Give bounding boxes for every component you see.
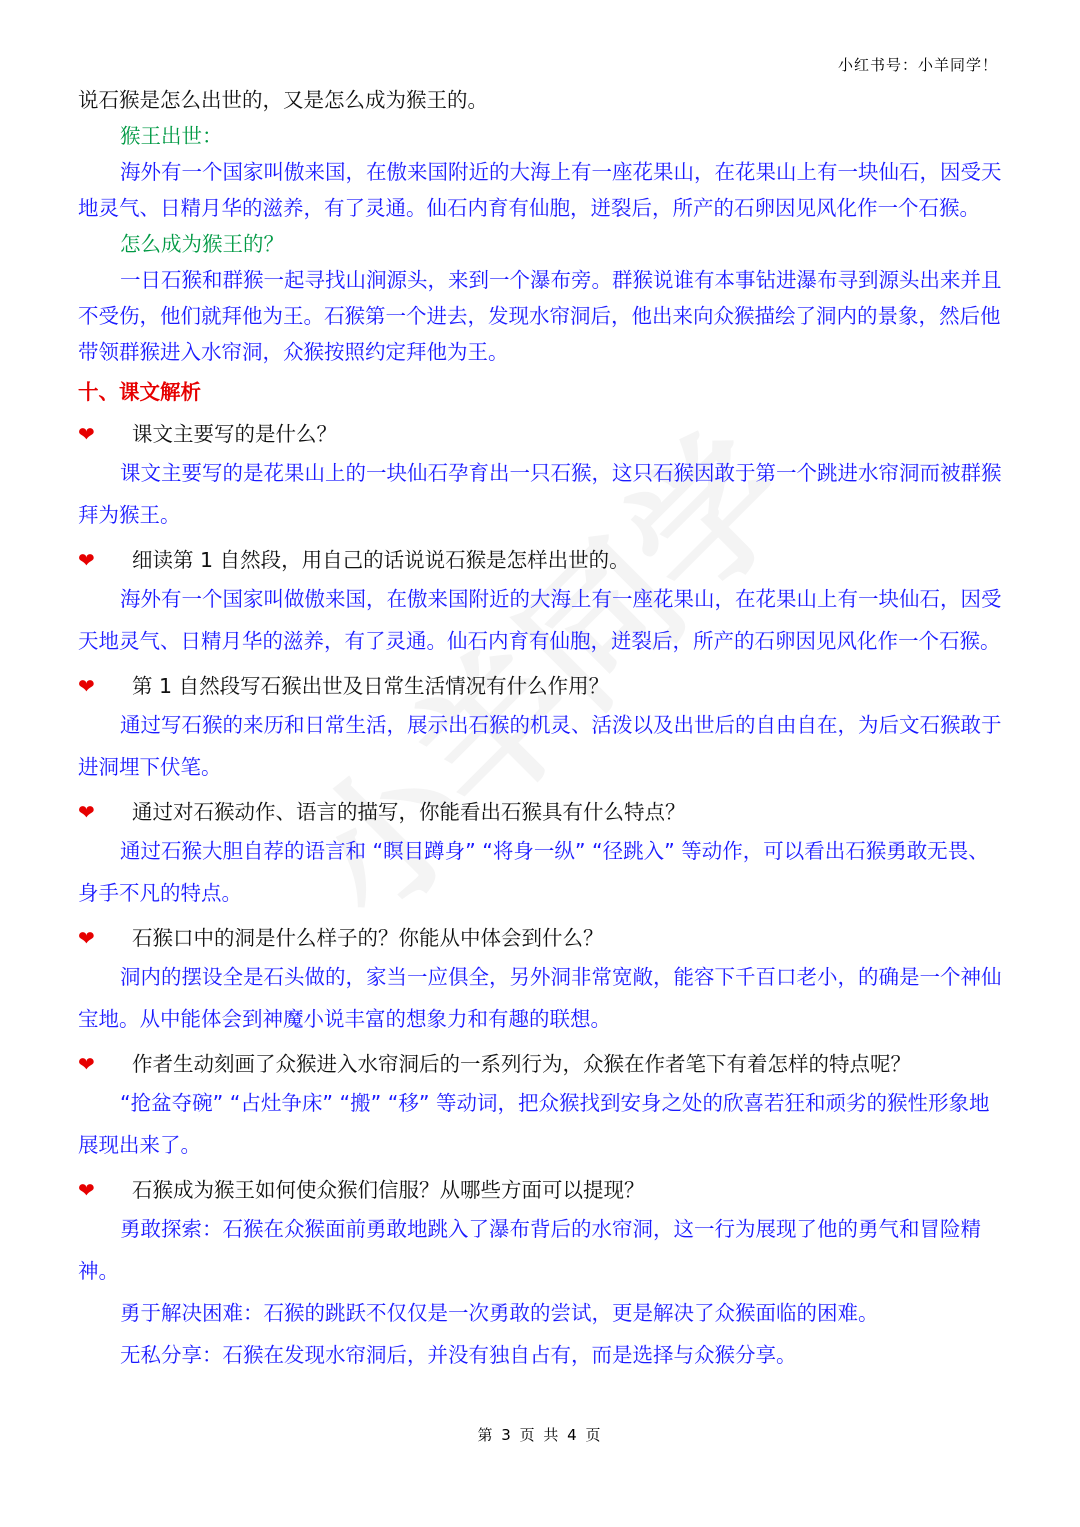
paragraph-birth: 海外有一个国家叫傲来国，在傲来国附近的大海上有一座花果山，在花果山上有一块仙石，因受天地灵气、日精月华的滋养，有了灵通。仙石内育有仙胞，迸裂后，所产的石卵因见风化作一个石猴。 — [78, 160, 1002, 220]
question: 作者生动刻画了众猴进入水帘洞后的一系列行为，众猴在作者笔下有着怎样的特点呢？ — [132, 1052, 911, 1076]
question: 课文主要写的是什么？ — [132, 422, 337, 446]
heart-icon: ❤ — [78, 800, 95, 824]
page-number: 第 3 页 共 4 页 — [477, 1426, 603, 1444]
question: 石猴成为猴王如何使众猴们信服？从哪些方面可以提现？ — [132, 1178, 645, 1202]
answer: 通过石猴大胆自荐的语言和 “瞑目蹲身” “将身一纵” “径跳入” 等动作，可以看出石猴勇敢无畏、身手不凡的特点。 — [78, 839, 989, 905]
heart-icon: ❤ — [78, 1178, 95, 1202]
qa-item — [78, 1172, 1004, 1376]
question: 第 1 自然段写石猴出世及日常生活情况有什么作用？ — [132, 674, 610, 698]
question: 通过对石猴动作、语言的描写，你能看出石猴具有什么特点？ — [132, 800, 686, 824]
qa-item — [78, 920, 1004, 1040]
header-note: 小红书号：小羊同学！ — [837, 56, 998, 74]
heart-icon: ❤ — [78, 674, 95, 698]
qa-item — [78, 542, 1004, 662]
answer: 课文主要写的是花果山上的一块仙石孕育出一只石猴，这只石猴因敢于第一个跳进水帘洞而被群猴拜为猴王。 — [78, 461, 1002, 527]
answer: 洞内的摆设全是石头做的，家当一应俱全，另外洞非常宽敞，能容下千百口老小，的确是一个神仙宝地。从中能体会到神魔小说丰富的想象力和有趣的联想。 — [78, 965, 1002, 1031]
answer: 勇敢探索：石猴在众猴面前勇敢地跳入了瀑布背后的水帘洞，这一行为展现了他的勇气和冒险精神。 — [78, 1217, 981, 1283]
heart-icon: ❤ — [78, 422, 95, 446]
heart-icon: ❤ — [78, 548, 95, 572]
answer: 勇于解决困难：石猴的跳跃不仅仅是一次勇敢的尝试，更是解决了众猴面临的困难。 — [120, 1301, 879, 1325]
heart-icon: ❤ — [78, 926, 95, 950]
answer: 海外有一个国家叫做傲来国，在傲来国附近的大海上有一座花果山，在花果山上有一块仙石，因受天地灵气、日精月华的滋养，有了灵通。仙石内育有仙胞，迸裂后，所产的石卵因见风化作一个石猴。 — [78, 587, 1002, 653]
subtitle-king: 怎么成为猴王的？ — [120, 232, 284, 256]
qa-item — [78, 794, 1004, 914]
heart-icon: ❤ — [78, 1052, 95, 1076]
qa-list — [78, 416, 1004, 1376]
question: 石猴口中的洞是什么样子的？你能从中体会到什么？ — [132, 926, 604, 950]
qa-item — [78, 416, 1004, 536]
qa-item — [78, 1046, 1004, 1166]
page-content — [78, 82, 1004, 1376]
answer: “抢盆夺碗” “占灶争床” “搬” “移” 等动词，把众猴找到安身之处的欣喜若狂和顽劣的猴性形象地展现出来了。 — [78, 1091, 990, 1157]
paragraph-king: 一日石猴和群猴一起寻找山涧源头，来到一个瀑布旁。群猴说谁有本事钻进瀑布寻到源头出来并且不受伤，他们就拜他为王。石猴第一个进去，发现水帘洞后，他出来向众猴描绘了洞内的景象，然后他带领群猴进入水帘洞，众猴按照约定拜他为王。 — [78, 268, 1002, 364]
section-title: 十、课文解析 — [78, 380, 201, 404]
qa-item — [78, 668, 1004, 788]
subtitle-birth: 猴王出世： — [120, 124, 223, 148]
answer: 无私分享：石猴在发现水帘洞后，并没有独自占有，而是选择与众猴分享。 — [120, 1343, 797, 1367]
question: 细读第 1 自然段，用自己的话说说石猴是怎样出世的。 — [132, 548, 630, 572]
intro-line: 说石猴是怎么出世的，又是怎么成为猴王的。 — [78, 88, 488, 112]
answer: 通过写石猴的来历和日常生活，展示出石猴的机灵、活泼以及出世后的自由自在，为后文石猴敢于进洞埋下伏笔。 — [78, 713, 1002, 779]
